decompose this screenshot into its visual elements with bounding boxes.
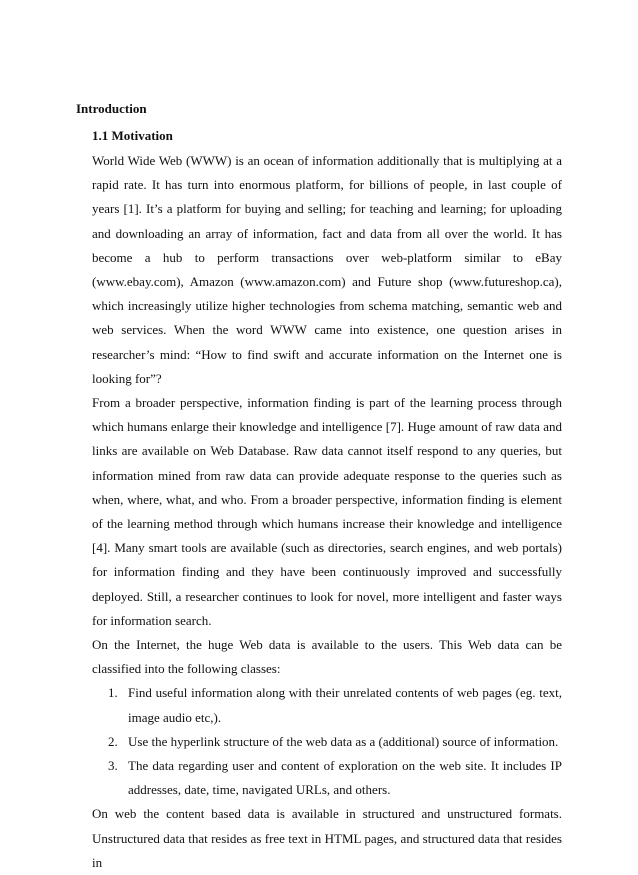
list-item [108, 754, 562, 802]
web-data-class-list [92, 681, 562, 802]
paragraph-web-data-classes: On the Internet, the huge Web data is available to the users. This Web data can be classified into the following classes: [92, 637, 562, 677]
list-item-number: 1. [108, 685, 118, 701]
section-heading: Introduction [76, 101, 147, 116]
list-item [108, 681, 562, 729]
list-item [108, 730, 562, 754]
subsection-heading: 1.1 Motivation [92, 128, 173, 143]
paragraph-content-formats: On web the content based data is available in structured and unstructured formats. Unstructured data that resides as free text in HTML pages, and structured data that resides in [92, 806, 562, 870]
list-item-number: 3. [108, 758, 118, 774]
list-item-text: The data regarding user and content of exploration on the web site. It includes IP addresses, date, time, navigated URLs, and others. [128, 758, 562, 798]
list-item-number: 2. [108, 733, 118, 749]
list-item-text: Use the hyperlink structure of the web data as a (additional) source of information. [128, 733, 559, 749]
paragraph-information-finding: From a broader perspective, information finding is part of the learning process through which humans enlarge their knowledge and intelligence [7]. Huge amount of raw data and links are available on Web Database. Raw data cannot itself respond to any queries, but information mined from raw data can provide adequate response to the queries such as when, where, what, and who. From a broader perspective, information finding is element of the learning method through which humans increase their knowledge and intelligence [4]. Many smart tools are available (such as directories, search engines, and web portals) for information finding and they have been continuously improved and successfully deployed. Still, a researcher continues to look for novel, more intelligent and faster ways for information search. [92, 395, 562, 628]
paragraph-motivation: World Wide Web (WWW) is an ocean of information additionally that is multiplying at a rapid rate. It has turn into enormous platform, for billions of people, in last couple of years [1]. It’s a platform for buying and selling; for teaching and learning; for uploading and downloading an array of information, fact and data from all over the world. It has become a hub to perform transactions over web-platform similar to eBay (www.ebay.com), Amazon (www.amazon.com) and Future shop (www.futureshop.ca), which increasingly utilize higher technologies from schema matching, semantic web and web services. When the word WWW came into existence, one question arises in researcher’s mind: “How to find swift and accurate information on the Internet one is looking for”? [92, 153, 562, 386]
body-text [92, 149, 562, 875]
list-item-text: Find useful information along with their unrelated contents of web pages (eg. text, image audio etc,). [128, 685, 562, 725]
